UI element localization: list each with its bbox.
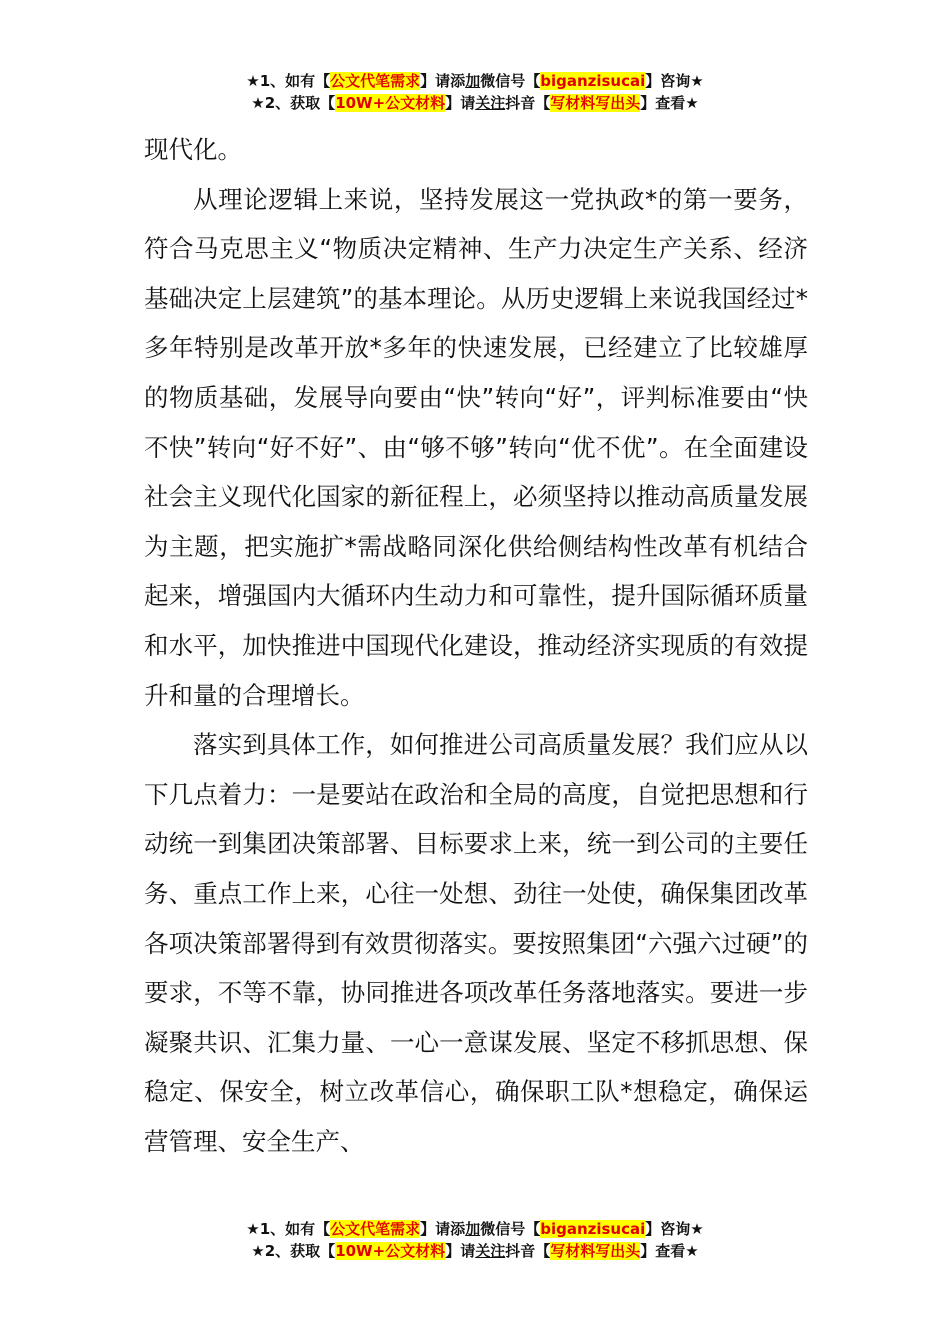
banner-line-2: ★2、获取【10W+公文材料】请关注抖音【写材料写出头】查看★ — [251, 1242, 699, 1260]
banner-line-2: ★2、获取【10W+公文材料】请关注抖音【写材料写出头】查看★ — [251, 94, 699, 112]
banner-highlight: 10W+公文材料 — [335, 94, 446, 112]
banner-highlight: 公文代笔需求 — [330, 1220, 421, 1238]
banner-highlight: biganzisucai — [540, 1220, 646, 1238]
banner-highlight: biganzisucai — [540, 72, 646, 90]
banner-highlight: 写材料写出头 — [550, 94, 641, 112]
header-banner — [0, 70, 950, 114]
paragraph: 落实到具体工作，如何推进公司高质量发展？我们应从以下几点着力：一是要站在政治和全局的高度，自觉把思想和行动统一到集团决策部署、目标要求上来，统一到公司的主要任务、重点工作上来，心往一处想、劲往一处使，确保集团改革各项决策部署得到有效贯彻落实。要按照集团“六强六过硬”的要求，不等不靠，协同推进各项改革任务落地落实。要进一步凝聚共识、汇集力量、一心一意谋发展、坚定不移抓思想、保稳定、保安全，树立改革信心，确保职工队*想稳定，确保运营管理、安全生产、 — [144, 730, 808, 1156]
footer-banner — [0, 1218, 950, 1262]
banner-highlight: 10W+公文材料 — [335, 1242, 446, 1260]
banner-highlight: 写材料写出头 — [550, 1242, 641, 1260]
paragraph: 现代化。 — [144, 135, 242, 164]
paragraph: 从理论逻辑上来说，坚持发展这一党执政*的第一要务，符合马克思主义“物质决定精神、生产力决定生产关系、经济基础决定上层建筑”的基本理论。从历史逻辑上来说我国经过*多年特别是改革开放*多年的快速发展，已经建立了比较雄厚的物质基础，发展导向要由“快”转向“好”，评判标准要由“快不快”转向“好不好”、由“够不够”转向“优不优”。在全面建设社会主义现代化国家的新征程上，必须坚持以推动高质量发展为主题，把实施扩*需战略同深化供给侧结构性改革有机结合起来，增强国内大循环内生动力和可靠性，提升国际循环质量和水平，加快推进中国现代化建设，推动经济实现质的有效提升和量的合理增长。 — [144, 184, 808, 710]
document-body — [144, 125, 808, 1166]
banner-line-1: ★1、如有【公文代笔需求】请添加微信号【biganzisucai】咨询★ — [246, 72, 704, 90]
banner-line-1: ★1、如有【公文代笔需求】请添加微信号【biganzisucai】咨询★ — [246, 1220, 704, 1238]
banner-highlight: 公文代笔需求 — [330, 72, 421, 90]
